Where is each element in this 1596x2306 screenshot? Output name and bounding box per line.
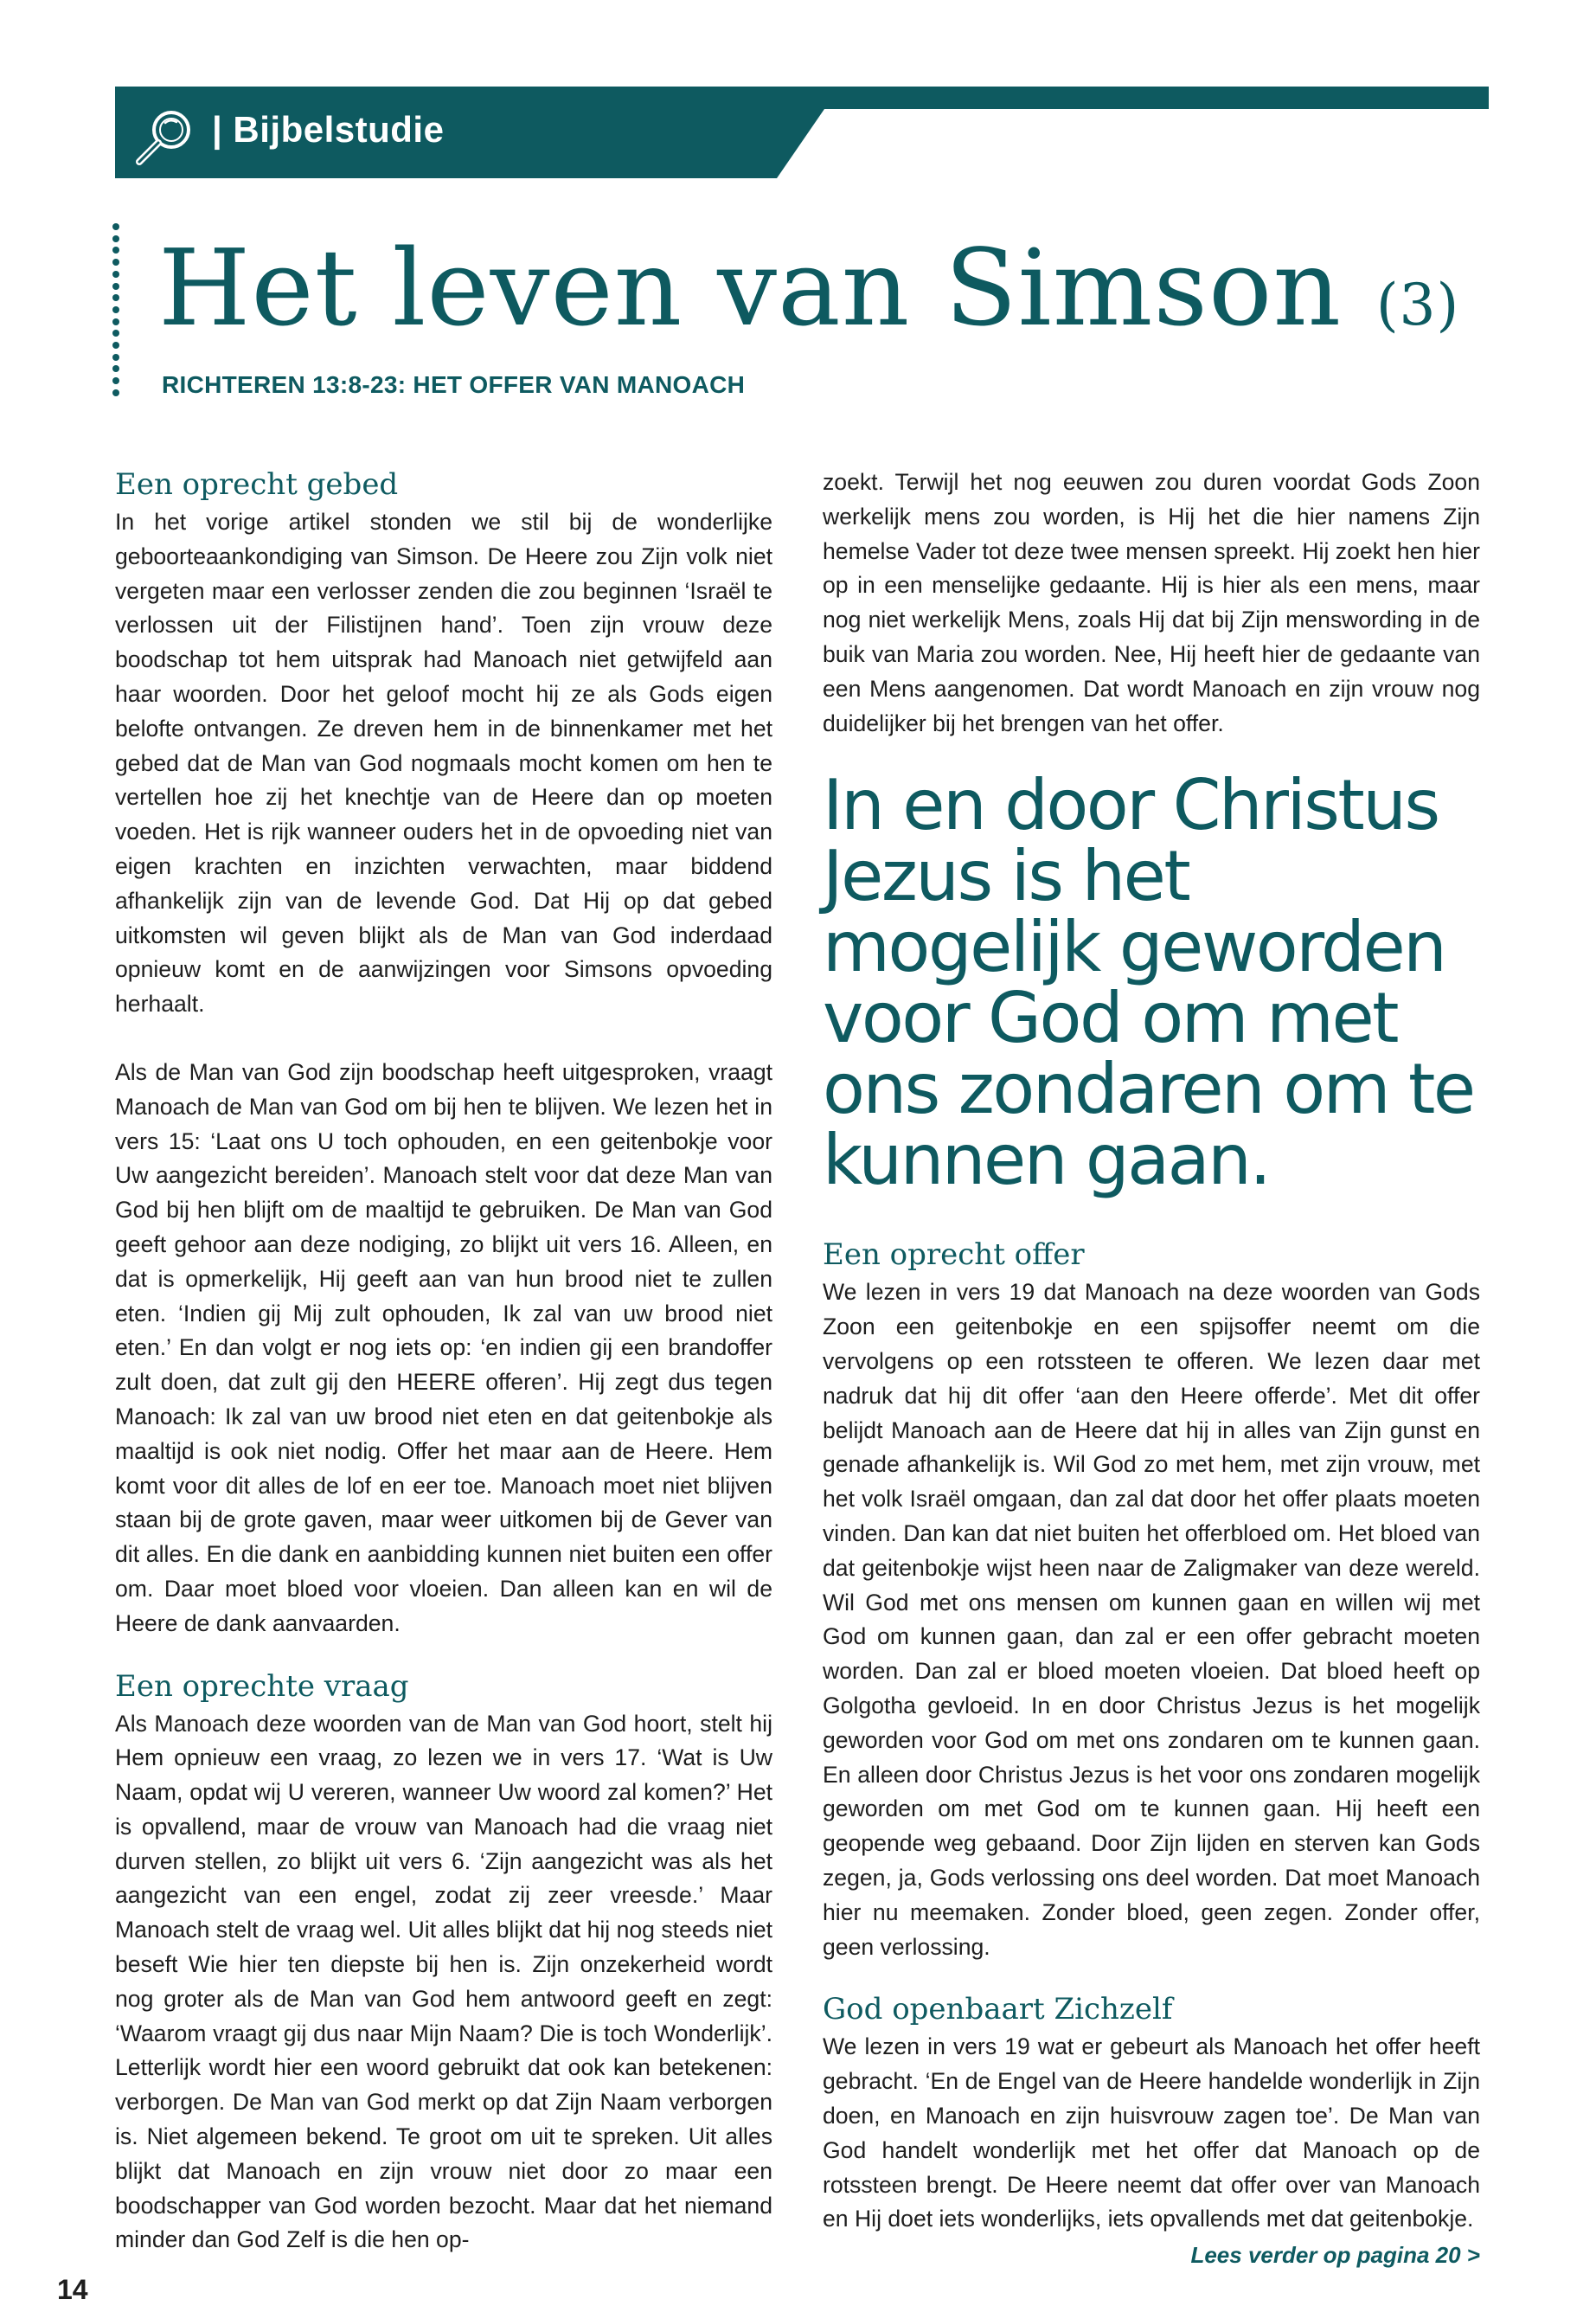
article-title-main: Het leven van Simson: [158, 227, 1343, 350]
left-column: [115, 466, 772, 2258]
body-paragraph: We lezen in vers 19 dat Manoach na deze woorden van Gods Zoon een geitenbokje en een spijsoffer neemt om die vervolgens op een rotssteen te offeren. We lezen daar met nadruk dat hij dit offer ‘aan den Heere offerde’. Met dit offer belijdt Manoach aan de Heere dat hij in alles van Zijn gunst en genade afhankelijk is. Wil God zo met hem, met zijn vrouw, met het volk Israël omgaan, dan zal dat door het offer plaats moeten vinden. Dan kan dat niet buiten het offerbloed om. Het bloed van dat geitenbokje wijst heen naar de Zaligmaker van deze wereld. Wil God met ons mensen om kunnen gaan en willen wij met God om kunnen gaan, dan zal er een offer gebracht moeten worden. Dan zal er bloed moeten vloeien. Dat bloed heeft op Golgotha gevloeid. In en door Christus Jezus is het mogelijk geworden voor God om met ons zondaren om te kunnen gaan. En alleen door Christus Jezus is het voor ons zondaren mogelijk geworden om met God om te kunnen gaan. Hij heeft een geopende weg gebaand. Door Zijn lijden en sterven kan Gods zegen, ja, Gods verlossing ons deel worden. Dat moet Manoach hier nu meemaken. Zonder bloed, geen zegen. Zonder offer, geen verlossing.: [823, 1279, 1480, 1960]
article-subtitle: RICHTEREN 13:8-23: HET OFFER VAN MANOACH: [162, 371, 746, 398]
article-title: [158, 227, 1459, 350]
page-number: 14: [57, 2274, 88, 2305]
right-column: [823, 466, 1480, 2269]
body-paragraph: In het vorige artikel stonden we stil bij de wonderlijke geboorteaankondiging van Simson. De Heere zou Zijn volk niet vergeten maar een verlosser zenden die zou beginnen ‘Israël te verlossen uit der Filistijnen hand’. Toen zijn vrouw deze boodschap tot hem uitsprak had Manoach niet getwijfeld aan haar woorden. Door het geloof mocht hij ze als Gods eigen belofte ontvangen. Ze dreven hem in de binnenkamer met het gebed dat de Man van God nogmaals mocht komen om hen te vertellen hoe zij het knechtje van de Heere dan op moeten voeden. Het is rijk wanneer ouders het in de opvoeding niet van eigen krachten en inzichten verwachten, maar biddend afhankelijk zijn van de levende God. Dat Hij op dat gebed uitkomsten wil geven blijkt als de Man van God inderdaad opnieuw komt en de aanwijzingen voor Simsons opvoeding herhaalt.: [115, 509, 772, 1018]
body-paragraph: We lezen in vers 19 wat er gebeurt als Manoach het offer heeft gebracht. ‘En de Engel van de Heere handelde wonderlijk in Zijn doen, en Manoach en zijn huisvrouw zagen toe’. De Man van God handelt wonderlijk met het offer dat Manoach op de rotssteen brengt. De Heere neemt dat offer over van Manoach en Hij doet iets wonderlijks, iets opvallends met dat geitenbokje.: [823, 2033, 1480, 2232]
section-label: | Bijbelstudie: [212, 109, 445, 150]
continue-reading-link[interactable]: Lees verder op pagina 20 >: [1190, 2242, 1480, 2269]
pull-quote: In en door Christus Jezus is het mogelijk geworden voor God om met ons zondaren om te kunnen gaan.: [823, 765, 1474, 1201]
article-title-number: (3): [1375, 272, 1460, 338]
section-heading: Een oprecht offer: [823, 1237, 1085, 1273]
body-paragraph: zoekt. Terwijl het nog eeuwen zou duren voordat Gods Zoon werkelijk mens zou worden, is Hij het die hier namens Zijn hemelse Vader tot deze twee mensen spreekt. Hij zoekt hen hier op in een menselijke gedaante. Hij is hier als een mens, maar nog niet werkelijk Mens, zoals Hij dat bij Zijn menswording in de buik van Maria zou worden. Nee, Hij heeft hier de gedaante van een Mens aangenomen. Dat wordt Manoach en zijn vrouw nog duidelijker bij het brengen van het offer.: [823, 469, 1480, 736]
body-paragraph: Als Manoach deze woorden van de Man van God hoort, stelt hij Hem opnieuw een vraag, zo lezen we in vers 17. ‘Wat is Uw Naam, opdat wij U vereren, wanneer Uw woord zal komen?’ Het is opvallend, maar de vrouw van Manoach had die vraag niet durven stellen, zo blijkt uit vers 6. ‘Zijn aangezicht was als het aangezicht van een engel, zodat zij zeer vreesde.’ Maar Manoach stelt de vraag wel. Uit alles blijkt dat hij nog steeds niet beseft Wie hier ten diepste bij hen is. Zijn onzekerheid wordt nog groter als de Man van God hem antwoord geeft en zegt: ‘Waarom vraagt gij dus naar Mijn Naam? Die is toch Wonderlijk’. Letterlijk wordt hier een woord gebruikt dat ook kan betekenen: verborgen. De Man van God merkt op dat Zijn Naam verborgen is. Niet algemeen bekend. Te groot om uit te spreken. Uit alles blijkt dat Manoach en zijn vrouw niet door zo maar een boodschapper van God worden bezocht. Maar dat het niemand minder dan God Zelf is die hen op-: [115, 1710, 772, 2253]
section-header: [115, 87, 1489, 178]
section-heading: Een oprecht gebed: [115, 467, 399, 502]
decorative-dots: [111, 223, 121, 396]
section-heading: God openbaart Zichzelf: [823, 1992, 1173, 2027]
section-heading: Een oprechte vraag: [115, 1668, 409, 1704]
body-paragraph: Als de Man van God zijn boodschap heeft uitgesproken, vraagt Manoach de Man van God om bij hen te blijven. We lezen het in vers 15: ‘Laat ons U toch ophouden, en een geitenbokje voor Uw aangezicht bereiden’. Manoach stelt voor dat deze Man van God bij hen blijft om de maaltijd te gebruiken. De Man van God geeft gehoor aan deze nodiging, zo blijkt uit vers 16. Alleen, en dat is opmerkelijk, Hij geeft aan van hun brood niet te zullen eten. ‘Indien gij Mij zult ophouden, Ik zal van uw brood niet eten.’ En dan volgt er nog iets op: ‘en indien gij een brandoffer zult doen, dat zult gij den HEERE offeren’. Hij zegt dus tegen Manoach: Ik zal van uw brood niet eten en dat geitenbokje als maaltijd is ook niet nodig. Offer het maar aan de Heere. Hem komt voor dit alles de lof en eer toe. Manoach moet niet blijven staan bij de grote gaven, maar weer uitkomen bij de Gever van dit alles. En die dank en aanbidding kunnen niet buiten een offer om. Daar moet bloed voor vloeien. Dan alleen kan en wil de Heere de dank aanvaarden.: [115, 1058, 772, 1636]
magnifier-icon: [131, 102, 200, 171]
